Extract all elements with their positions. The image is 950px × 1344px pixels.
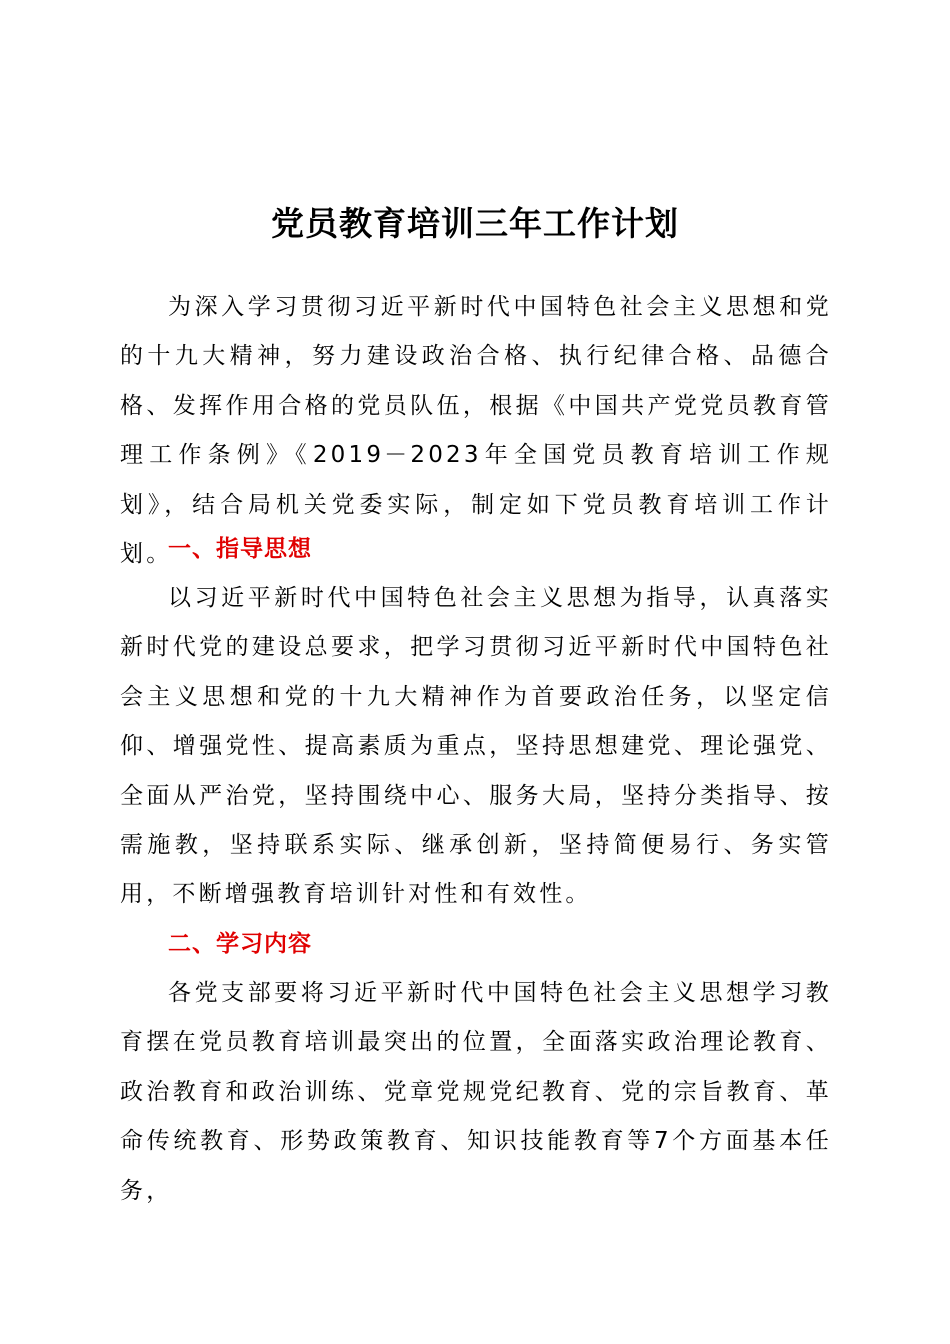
document-title: 党员教育培训三年工作计划 — [271, 204, 679, 243]
section-paragraph-study-content: 各党支部要将习近平新时代中国特色社会主义思想学习教育摆在党员教育培训最突出的位置，全面落实政治理论教育、政治教育和政治训练、党章党规党纪教育、党的宗旨教育、革命传统教育、形势政策教育、知识技能教育等7个方面基本任务， — [120, 980, 832, 1204]
section-paragraph-guiding-ideology: 以习近平新时代中国特色社会主义思想为指导，认真落实新时代党的建设总要求，把学习贯彻习近平新时代中国特色社会主义思想和党的十九大精神作为首要政治任务，以坚定信仰、增强党性、提高素质为重点，坚持思想建党、理论强党、全面从严治党，坚持围绕中心、服务大局，坚持分类指导、按需施教，坚持联系实际、继承创新，坚持简便易行、务实管用，不断增强教育培训针对性和有效性。 — [120, 585, 832, 908]
section-heading-study-content: 二、学习内容 — [168, 931, 312, 957]
section-heading-guiding-ideology: 一、指导思想 — [168, 536, 312, 562]
intro-paragraph: 为深入学习贯彻习近平新时代中国特色社会主义思想和党的十九大精神，努力建设政治合格、执行纪律合格、品德合格、发挥作用合格的党员队伍，根据《中国共产党党员教育管理工作条例》《2019－2023年全国党员教育培训工作规划》，结合局机关党委实际，制定如下党员教育培训工作计划。 — [120, 294, 832, 568]
